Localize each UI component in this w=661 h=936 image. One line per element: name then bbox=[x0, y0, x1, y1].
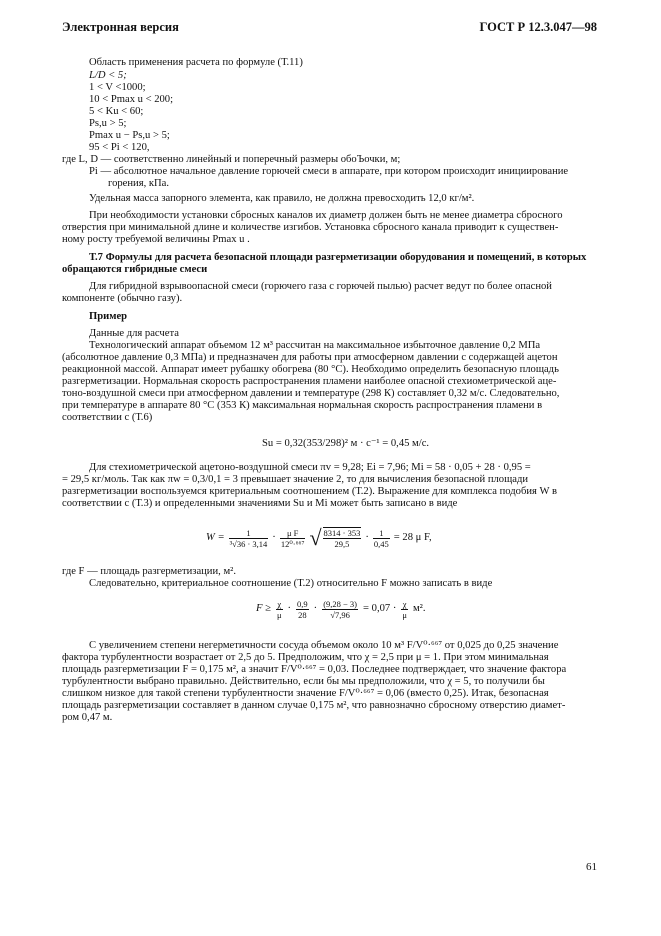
condition-5: Ps,u > 5; bbox=[89, 118, 127, 129]
formula-f-frac-3-den: √7,96 bbox=[330, 609, 350, 620]
final-line-1: С увеличением степени негерметичности сосуда объемом около 10 м³ F/V⁰·⁶⁶⁷ от 0,025 до 0,25 значение bbox=[89, 640, 559, 651]
example-line-7: соответствии с (Т.6) bbox=[62, 412, 153, 423]
formula-w-frac-2-den: 12⁰·⁶⁶⁷ bbox=[280, 538, 305, 549]
formula-f-frac-1-den: μ bbox=[276, 609, 282, 620]
condition-1: L/D < 5; bbox=[89, 70, 127, 81]
formula-w-frac-3 bbox=[323, 527, 362, 549]
applicability-intro: Область применения расчета по формуле (Т.11) bbox=[89, 57, 303, 68]
hybrid-line-1: Для гибридной взрывоопасной смеси (горючего газа с горючей пылью) расчет ведут по более опасной bbox=[89, 281, 552, 292]
condition-2: 1 < V <1000; bbox=[89, 82, 146, 93]
formula-f-frac-4 bbox=[401, 599, 408, 620]
condition-3: 10 < Pmax u < 200; bbox=[89, 94, 174, 105]
formula-w-frac-3-num: 8314 · 353 bbox=[323, 528, 361, 538]
formula-w-lhs: W = bbox=[206, 531, 225, 543]
formula-su: Su = 0,32(353/298)² м · с⁻¹ = 0,45 м/с. bbox=[262, 438, 430, 449]
condition-6: Pmax u − Ps,u > 5; bbox=[89, 130, 170, 141]
formula-f-frac-2-den: 28 bbox=[298, 609, 307, 620]
final-line-4: турбулентности выбрано правильно. Действительно, если бы мы предположили, что χ = 5, то получили бы bbox=[62, 676, 545, 687]
example-title: Пример bbox=[89, 311, 128, 322]
example-line-6: при температуре в аппарате 80 °С (353 К) максимальная нормальная скорость распространения пламени в bbox=[62, 400, 543, 411]
formula-w-frac-4-num: 1 bbox=[373, 528, 390, 539]
example-data-label: Данные для расчета bbox=[89, 328, 179, 339]
formula-w-frac-1-num: 1 bbox=[229, 528, 269, 539]
criteria-paragraph: Следовательно, критериальное соотношение (Т.2) относительно F можно записать в виде bbox=[89, 578, 493, 589]
formula-w-frac-1-den: ³√36 · 3,14 bbox=[229, 538, 268, 549]
header-left: Электронная версия bbox=[62, 20, 179, 34]
example-line-1: Технологический аппарат объемом 12 м³ рассчитан на максимальное избыточное давление 0,2 МПа bbox=[89, 340, 541, 351]
formula-w-frac-1 bbox=[229, 528, 269, 549]
condition-4: 5 < Ku < 60; bbox=[89, 106, 144, 117]
formula-f-frac-1 bbox=[276, 599, 283, 620]
sqrt-sign-icon: √ bbox=[309, 525, 322, 550]
section-t7-title-1: Т.7 Формулы для расчета безопасной площади разгерметизации оборудования и помещений, в которых bbox=[89, 252, 587, 263]
formula-f-frac-4-num: χ bbox=[402, 598, 407, 609]
formula-w-frac-4 bbox=[373, 528, 390, 549]
where-pi: Pi — абсолютное начальное давление горючей смеси в аппарате, при котором происходит инициирование bbox=[89, 166, 569, 177]
formula-f-lhs: F ≥ bbox=[256, 602, 271, 614]
final-line-3: площадь разгерметизации F = 0,175 м², а значит F/V⁰·⁶⁶⁷ = 0,03. Последнее подтверждает, что значение фактора bbox=[62, 664, 567, 675]
condition-7: 95 < Pi < 120, bbox=[89, 142, 150, 153]
section-t7-title-2: обращаются гибридные смеси bbox=[62, 264, 208, 275]
formula-f-rhs-2: м². bbox=[412, 602, 426, 614]
formula-f-frac-3 bbox=[322, 599, 358, 620]
channels-line-3: ному росту требуемой величины Pmax u . bbox=[62, 234, 250, 245]
example-line-5: тоно-воздушной смеси при атмосферном давлении и температуре (298 К) составляет 0,32 м/с. Следовательно, bbox=[62, 388, 560, 399]
formula-w: W = $\frac{1}{\text{³√36 · 3,14}}$ · $\frac{\text{μ F}}{\text{12⁰·⁶⁶⁷}}$ √ $\frac{8314 \cdot 353}{29,5}$ · $\frac{1}{0,45}$ = 28 μ F, bbox=[206, 525, 432, 550]
formula-f-rhs-1: = 0,07 · bbox=[363, 602, 397, 614]
where-ld: где L, D — соответственно линейный и поперечный размеры обоЪочки, м; bbox=[62, 154, 401, 165]
hybrid-line-2: компоненте (обычно газу). bbox=[62, 293, 183, 304]
formula-f-frac-2-num: 0,9 bbox=[297, 598, 308, 609]
formula-f-frac-4-den: μ bbox=[402, 609, 407, 620]
stoich-line-2: = 29,5 кг/моль. Так как πw = 0,3/0,1 = 3 превышает значение 2, то для вычисления безопасной площади bbox=[62, 474, 529, 485]
formula-f: F ≥ $\frac{\chi}{\mu}$ · $\frac{0,9}{28}$ · $\frac{(9,28 - 3)}{√7,96}$ = 0,07 · $\frac{\chi}{\mu}$ м². bbox=[256, 598, 426, 620]
mass-paragraph: Удельная масса запорного элемента, как правило, не должна превосходить 12,0 кг/м². bbox=[89, 193, 475, 204]
example-line-2: (абсолютное давление 0,3 МПа) и предназначен для работы при атмосферном давлении с содержащей ацетон bbox=[62, 352, 558, 363]
stoich-line-1: Для стехиометрической ацетоно-воздушной смеси πv = 9,28; Ei = 7,96; Mi = 58 · 0,05 + 28 · 0,95 = bbox=[89, 462, 531, 473]
example-line-3: реакционной массой. Аппарат имеет рубашку обогрева (80 °С). Необходимо определить безопасную площадь bbox=[62, 364, 559, 375]
stoich-line-3: разгерметизации воспользуемся критериальным соотношением (Т.2). Выражение для комплекса подобия W в bbox=[62, 486, 558, 497]
final-line-6: площадь разгерметизации составляет в данном случае 0,175 м², что равнозначно сбросному отверстию диамет- bbox=[62, 700, 566, 711]
formula-f-frac-1-num: χ bbox=[277, 598, 282, 609]
formula-w-frac-2-num: μ F bbox=[280, 528, 306, 539]
page-number: 61 bbox=[586, 861, 597, 873]
formula-w-frac-3-den: 29,5 bbox=[334, 539, 350, 549]
formula-f-frac-2 bbox=[296, 599, 309, 620]
formula-w-frac-4-den: 0,45 bbox=[373, 538, 389, 549]
example-line-4: разгерметизации. Нормальная скорость распространения пламени наиболее опасной стехиометрической аце- bbox=[62, 376, 557, 387]
channels-line-1: При необходимости установки сбросных каналов их диаметр должен быть не менее диаметра сбросного bbox=[89, 210, 563, 221]
channels-line-2: отверстия при минимальной длине и количестве изгибов. Установка сбросного канала приводит к существен- bbox=[62, 222, 559, 233]
where-pi-cont: горения, кПа. bbox=[108, 178, 170, 189]
where-f: где F — площадь разгерметизации, м². bbox=[62, 566, 236, 577]
final-line-7: ром 0,47 м. bbox=[62, 712, 113, 723]
header-right: ГОСТ Р 12.3.047—98 bbox=[479, 20, 597, 34]
final-line-5: слишком низкое для такой степени турбулентности значение F/V⁰·⁶⁶⁷ = 0,06 (вместо 0,25). Итак, безопасная bbox=[62, 688, 549, 699]
formula-w-rhs: = 28 μ F, bbox=[393, 531, 432, 543]
formula-f-frac-3-num: (9,28 − 3) bbox=[323, 598, 358, 609]
final-line-2: фактора турбулентности возрастает от 2,5 до 5. Предположим, что χ = 2,5 при μ = 1. При этом минимальная bbox=[62, 652, 549, 663]
formula-w-frac-2 bbox=[280, 528, 306, 549]
stoich-line-4: соответствии с (Т.3) и определенными значениями Su и Mi может быть записано в виде bbox=[62, 498, 458, 509]
